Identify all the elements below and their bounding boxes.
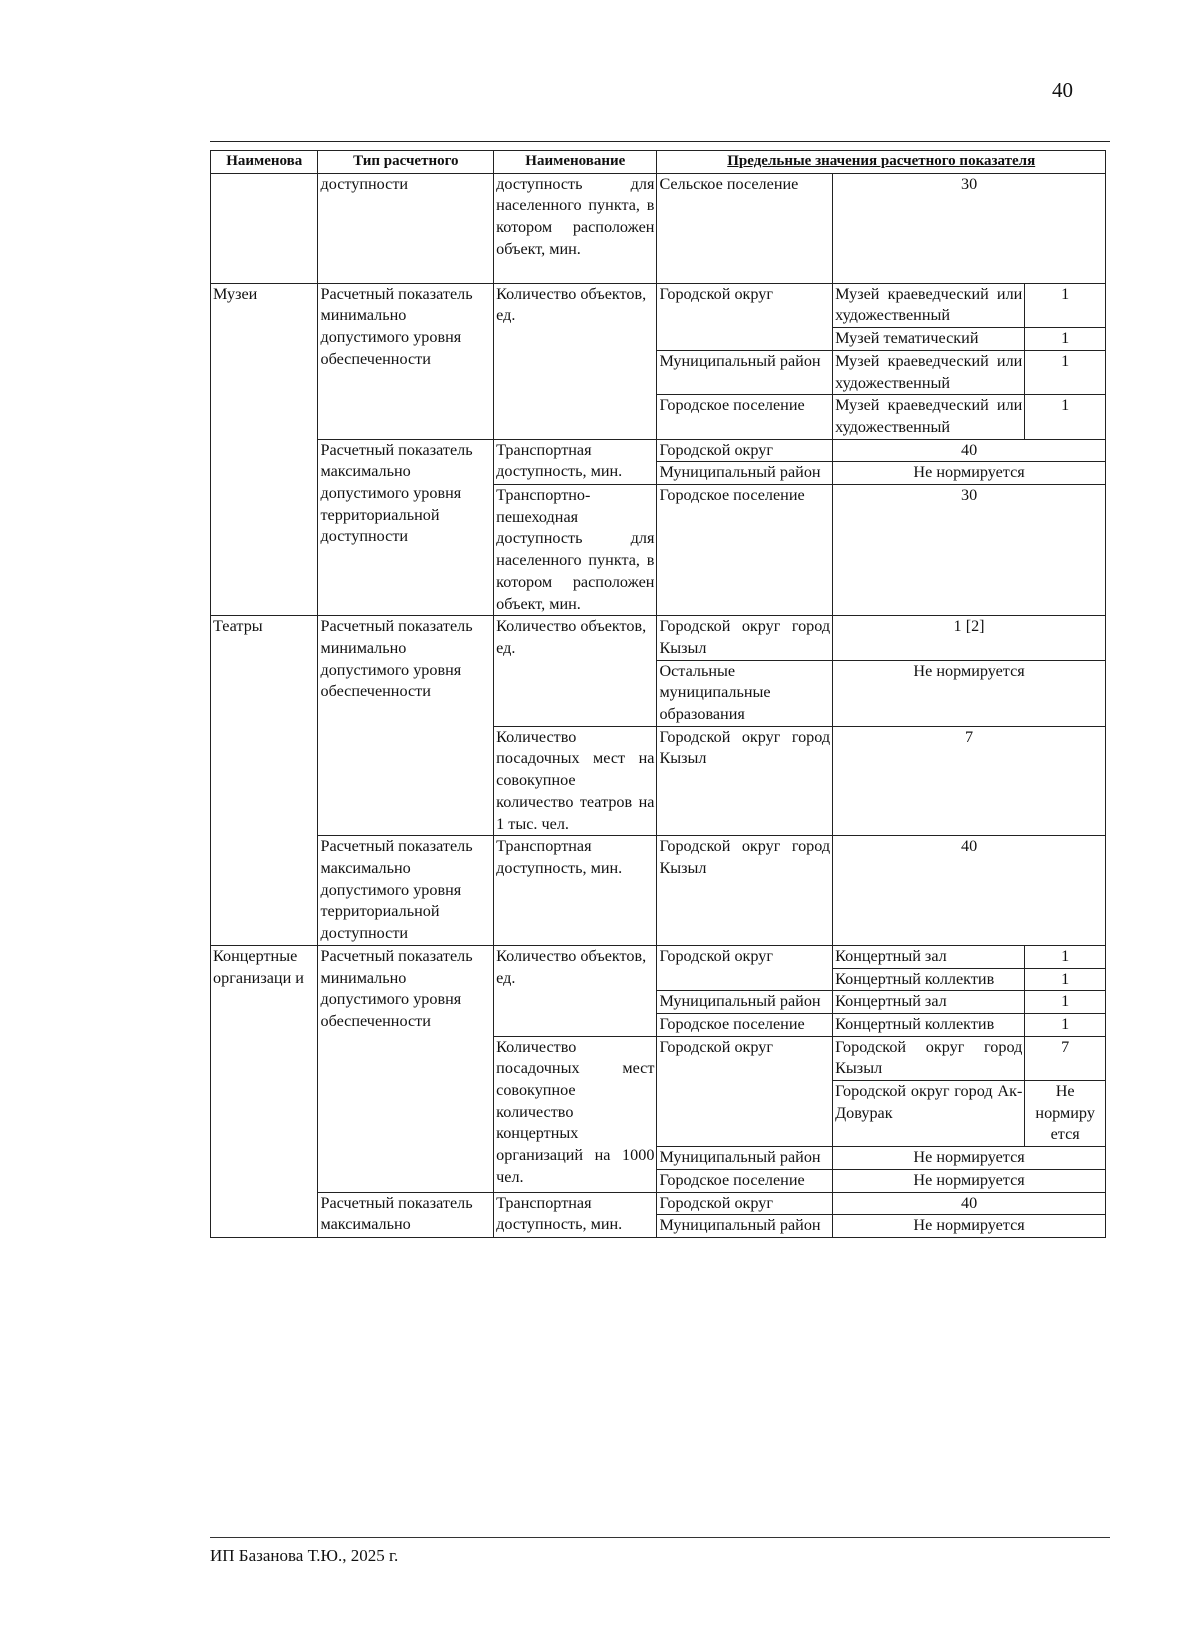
table-row <box>211 173 1106 283</box>
cell-type: Расчетный показатель максимально <box>318 1192 494 1237</box>
cell-value: 1 <box>1025 945 1106 968</box>
header-rule <box>210 141 1110 142</box>
cell-type: доступности <box>318 173 494 283</box>
cell-value: Не нормируется <box>833 1215 1106 1238</box>
cell-municipality: Городской округ город Кызыл <box>657 726 833 836</box>
footer-rule <box>210 1537 1110 1538</box>
cell-value: 1 <box>1025 1013 1106 1036</box>
header-type: Тип расчетного <box>318 151 494 174</box>
table-row <box>211 836 1106 946</box>
cell-type: Расчетный показатель максимально допустимого уровня территориальной доступности <box>318 439 494 616</box>
table-row <box>211 1192 1106 1215</box>
cell-value: 40 <box>833 836 1106 946</box>
cell-municipality: Остальные муниципальные образования <box>657 660 833 726</box>
cell-object-kind: Музей краеведческий или художественный <box>833 283 1025 327</box>
cell-object-kind: Концертный зал <box>833 945 1025 968</box>
cell-municipality: Городской округ <box>657 945 833 990</box>
cell-municipality: Городской округ <box>657 439 833 462</box>
cell-value: 7 <box>1025 1036 1106 1080</box>
cell-value: Не нормиру ется <box>1025 1081 1106 1147</box>
cell-object-kind: Городской округ город Кызыл <box>833 1036 1025 1080</box>
cell-object-kind: Концертный зал <box>833 991 1025 1014</box>
cell-municipality: Городской округ город Кызыл <box>657 836 833 946</box>
cell-municipality: Городской округ <box>657 1036 833 1147</box>
cell-value: Не нормируется <box>833 1169 1106 1192</box>
cell-municipality: Муниципальный район <box>657 1215 833 1238</box>
cell-value: 1 <box>1025 991 1106 1014</box>
cell-object-kind: Музей краеведческий или художественный <box>833 395 1025 439</box>
cell-municipality: Городское поселение <box>657 1169 833 1192</box>
cell-value: 1 <box>1025 350 1106 394</box>
cell-indicator: Транспортная доступность, мин. <box>494 1192 657 1237</box>
cell-name-empty <box>211 173 318 283</box>
cell-object-kind: Городской округ город Ак-Довурак <box>833 1081 1025 1147</box>
table-row <box>211 945 1106 968</box>
cell-municipality: Муниципальный район <box>657 462 833 485</box>
header-limits: Предельные значения расчетного показателя <box>657 151 1106 174</box>
cell-municipality: Муниципальный район <box>657 1147 833 1170</box>
table-row <box>211 616 1106 660</box>
table-row <box>211 439 1106 462</box>
cell-municipality: Городской округ <box>657 283 833 350</box>
cell-value: 30 <box>833 173 1106 283</box>
cell-value: 1 [2] <box>833 616 1106 660</box>
cell-indicator: Транспортно-пешеходная доступность для населенного пункта, в котором расположен объект, мин. <box>494 485 657 616</box>
cell-category-theatres: Театры <box>211 616 318 946</box>
cell-municipality: Городское поселение <box>657 1013 833 1036</box>
header-indicator: Наименование <box>494 151 657 174</box>
cell-value: 7 <box>833 726 1106 836</box>
cell-category-museums: Музеи <box>211 283 318 616</box>
cell-object-kind: Музей тематический <box>833 328 1025 351</box>
cell-municipality: Городской округ город Кызыл <box>657 616 833 660</box>
cell-indicator: Количество посадочных мест совокупное количество концертных организаций на 1000 чел. <box>494 1036 657 1192</box>
cell-indicator: Транспортная доступность, мин. <box>494 836 657 946</box>
cell-object-kind: Музей краеведческий или художественный <box>833 350 1025 394</box>
cell-municipality: Городское поселение <box>657 395 833 439</box>
cell-value: 1 <box>1025 328 1106 351</box>
cell-type: Расчетный показатель максимально допустимого уровня территориальной доступности <box>318 836 494 946</box>
cell-value: 40 <box>833 439 1106 462</box>
cell-municipality: Сельское поселение <box>657 173 833 283</box>
cell-value: 1 <box>1025 395 1106 439</box>
cell-value: Не нормируется <box>833 660 1106 726</box>
footer-text: ИП Базанова Т.Ю., 2025 г. <box>210 1546 399 1565</box>
cell-value: 30 <box>833 485 1106 616</box>
cell-value: Не нормируется <box>833 462 1106 485</box>
cell-indicator: Количество объектов, ед. <box>494 616 657 727</box>
standards-table <box>210 150 1106 1238</box>
cell-type: Расчетный показатель минимально допустимого уровня обеспеченности <box>318 616 494 836</box>
table-header-row <box>211 151 1106 174</box>
cell-indicator: Количество объектов, ед. <box>494 283 657 439</box>
cell-type: Расчетный показатель минимально допустимого уровня обеспеченности <box>318 945 494 1192</box>
cell-category-concerts: Концертные организаци и <box>211 945 318 1237</box>
cell-value: 1 <box>1025 283 1106 327</box>
cell-municipality: Городской округ <box>657 1192 833 1215</box>
cell-indicator: Количество посадочных мест на совокупное количество театров на 1 тыс. чел. <box>494 726 657 836</box>
cell-object-kind: Концертный коллектив <box>833 968 1025 991</box>
cell-municipality: Муниципальный район <box>657 991 833 1014</box>
cell-type: Расчетный показатель минимально допустимого уровня обеспеченности <box>318 283 494 439</box>
page-number: 40 <box>1052 78 1073 102</box>
cell-municipality: Муниципальный район <box>657 350 833 394</box>
cell-value: 40 <box>833 1192 1106 1215</box>
cell-value: 1 <box>1025 968 1106 991</box>
header-name: Наименова <box>211 151 318 174</box>
cell-indicator: доступность для населенного пункта, в котором расположен объект, мин. <box>494 173 657 283</box>
cell-municipality: Городское поселение <box>657 485 833 616</box>
cell-indicator: Транспортная доступность, мин. <box>494 439 657 484</box>
cell-value: Не нормируется <box>833 1147 1106 1170</box>
table-row <box>211 283 1106 327</box>
cell-object-kind: Концертный коллектив <box>833 1013 1025 1036</box>
cell-indicator: Количество объектов, ед. <box>494 945 657 1036</box>
